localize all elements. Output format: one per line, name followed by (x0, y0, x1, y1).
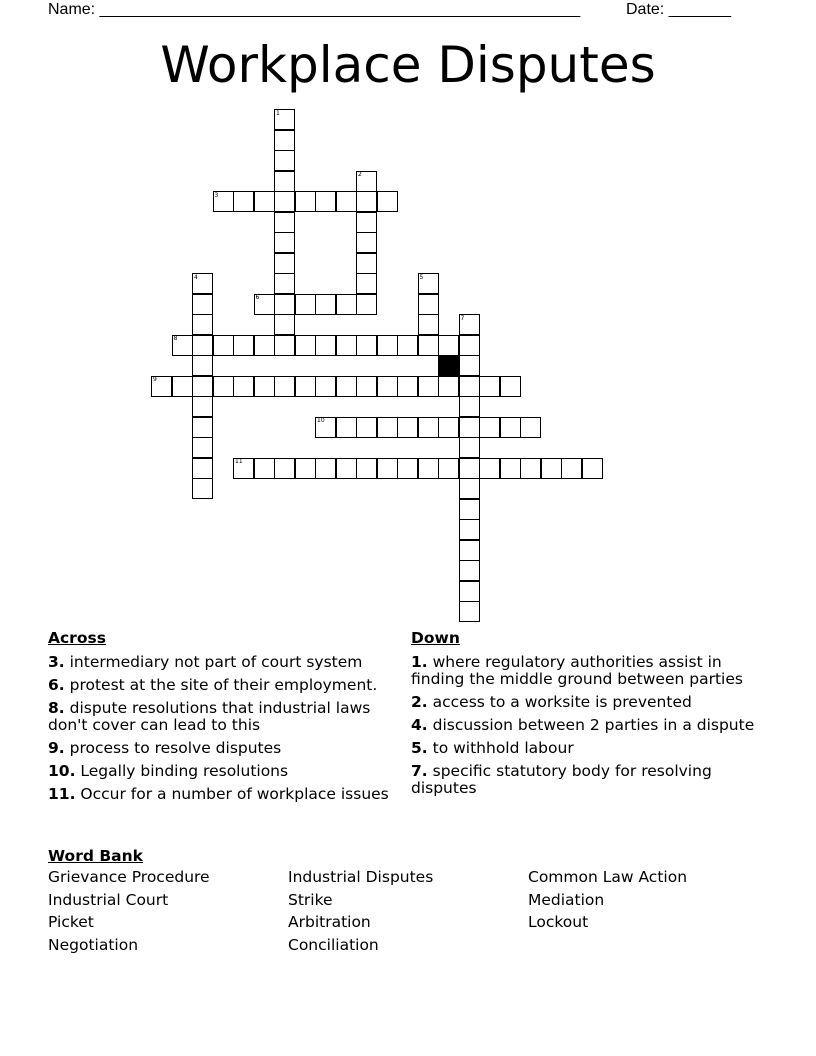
grid-cell[interactable] (233, 335, 254, 356)
grid-cell[interactable] (274, 212, 295, 233)
grid-cell[interactable] (192, 396, 213, 417)
grid-cell[interactable] (520, 458, 541, 479)
grid-cell[interactable] (459, 560, 480, 581)
grid-cell[interactable] (295, 294, 316, 315)
grid-cell[interactable] (459, 396, 480, 417)
down-heading: Down (411, 629, 460, 647)
clue-number: 7. (411, 762, 428, 780)
grid-cell[interactable] (377, 417, 398, 438)
word-bank-item: Negotiation (48, 935, 139, 954)
down-clues (411, 628, 766, 803)
clue-number-label: 9 (153, 376, 157, 383)
clue-text: protest at the site of their employment. (69, 676, 378, 694)
grid-cell[interactable] (356, 417, 377, 438)
grid-cell[interactable] (479, 376, 500, 397)
grid-cell[interactable] (438, 376, 459, 397)
grid-cell[interactable] (438, 417, 459, 438)
grid-cell[interactable] (254, 376, 275, 397)
grid-cell[interactable] (500, 376, 521, 397)
clue-number-label: 7 (460, 314, 465, 322)
grid-cell[interactable] (397, 458, 418, 479)
grid-cell[interactable] (418, 294, 439, 315)
word-bank-item: Picket (48, 913, 94, 932)
grid-cell[interactable] (336, 376, 357, 397)
grid-cell[interactable] (254, 191, 275, 212)
word-bank-item: Mediation (528, 890, 605, 909)
grid-cell[interactable] (438, 458, 459, 479)
grid-cell[interactable] (459, 601, 480, 622)
grid-cell[interactable] (356, 232, 377, 253)
clue-number: 10. (48, 762, 76, 780)
grid-cell[interactable] (459, 581, 480, 602)
grid-cell[interactable] (397, 376, 418, 397)
across-clues (48, 628, 403, 809)
clue-number: 6. (48, 676, 65, 694)
across-clue (48, 700, 403, 734)
grid-cell[interactable] (192, 335, 213, 356)
grid-cell[interactable] (377, 376, 398, 397)
grid-cell[interactable] (377, 191, 398, 212)
grid-cell[interactable] (192, 458, 213, 479)
clue-text: dispute resolutions that industrial laws don't cover can lead to this (48, 699, 371, 734)
date-field-label: Date: _______ (626, 1, 731, 18)
grid-cell[interactable] (274, 150, 295, 171)
clue-number-label: 6 (255, 294, 260, 301)
grid-cell[interactable] (274, 273, 295, 294)
grid-cell[interactable] (459, 458, 480, 479)
grid-cell[interactable] (315, 376, 336, 397)
grid-cell[interactable] (192, 355, 213, 376)
grid-cell[interactable] (582, 458, 603, 479)
black-cell (438, 355, 459, 376)
word-bank-item: Industrial Disputes (288, 868, 434, 886)
grid-cell[interactable] (336, 417, 357, 438)
grid-cell[interactable] (274, 130, 295, 151)
across-clue (48, 677, 403, 694)
grid-cell[interactable] (418, 417, 439, 438)
grid-cell[interactable] (336, 458, 357, 479)
word-bank-item: Industrial Court (48, 890, 169, 909)
clue-text: discussion between 2 parties in a dispute (432, 716, 755, 734)
clue-number: 9. (48, 739, 65, 757)
word-bank-item: Lockout (528, 913, 589, 932)
grid-cell[interactable] (459, 478, 480, 499)
grid-cell[interactable] (438, 335, 459, 356)
clue-number-label: 10 (317, 417, 325, 424)
clue-number-label: 2 (358, 171, 362, 178)
grid-cell[interactable] (315, 335, 336, 356)
grid-cell[interactable] (295, 335, 316, 356)
down-clue (411, 740, 766, 757)
grid-cell[interactable] (356, 273, 377, 294)
grid-cell[interactable] (459, 417, 480, 438)
word-bank-item: Common Law Action (528, 868, 688, 886)
grid-cell[interactable] (172, 376, 193, 397)
grid-cell[interactable] (459, 519, 480, 540)
down-clue (411, 694, 766, 711)
grid-cell[interactable] (397, 335, 418, 356)
word-bank-item: Strike (288, 890, 333, 909)
grid-cell[interactable] (274, 253, 295, 274)
word-bank-heading: Word Bank (48, 847, 143, 865)
grid-cell[interactable] (541, 458, 562, 479)
across-clue (48, 740, 403, 757)
clue-number-label: 3 (214, 191, 219, 199)
clue-number: 8. (48, 699, 65, 717)
clue-number-label: 1 (276, 109, 280, 117)
grid-cell[interactable] (274, 191, 295, 212)
grid-cell[interactable] (192, 294, 213, 315)
down-clue (411, 654, 766, 688)
clue-number: 3. (48, 653, 65, 671)
grid-cell[interactable] (336, 294, 357, 315)
grid-cell[interactable] (274, 314, 295, 335)
grid-cell[interactable] (336, 191, 357, 212)
grid-cell[interactable] (356, 253, 377, 274)
grid-cell[interactable] (274, 171, 295, 192)
clue-text: Legally binding resolutions (80, 762, 289, 780)
clue-number-label: 4 (194, 273, 198, 281)
grid-cell[interactable] (274, 335, 295, 356)
clue-text: process to resolve disputes (69, 739, 282, 757)
grid-cell[interactable] (192, 478, 213, 499)
grid-cell[interactable] (213, 376, 234, 397)
across-clue (48, 786, 403, 803)
grid-cell[interactable] (274, 376, 295, 397)
grid-cell[interactable] (479, 458, 500, 479)
clue-text: access to a worksite is prevented (432, 693, 692, 711)
grid-cell[interactable] (459, 499, 480, 520)
word-bank (48, 846, 768, 956)
grid-cell[interactable] (233, 376, 254, 397)
grid-cell[interactable] (377, 335, 398, 356)
grid-cell[interactable] (500, 458, 521, 479)
clue-number-label: 5 (419, 273, 424, 281)
grid-cell[interactable] (377, 458, 398, 479)
across-clue (48, 763, 403, 780)
grid-cell[interactable] (192, 314, 213, 335)
grid-cell[interactable] (254, 335, 275, 356)
grid-cell[interactable] (459, 376, 480, 397)
grid-cell[interactable] (479, 417, 500, 438)
grid-cell[interactable] (274, 458, 295, 479)
down-clue (411, 717, 766, 734)
grid-cell[interactable] (315, 294, 336, 315)
grid-cell[interactable] (500, 417, 521, 438)
grid-cell[interactable] (356, 294, 377, 315)
grid-cell[interactable] (233, 191, 254, 212)
grid-cell[interactable] (274, 232, 295, 253)
down-clue (411, 763, 766, 797)
name-field-label: Name: ______________________________________________________ (48, 1, 581, 18)
grid-cell[interactable] (459, 335, 480, 356)
word-bank-item: Arbitration (288, 913, 371, 932)
grid-cell[interactable] (254, 458, 275, 479)
grid-cell[interactable] (561, 458, 582, 479)
grid-cell[interactable] (213, 335, 234, 356)
clue-number-label: 8 (173, 335, 178, 342)
clue-text: Occur for a number of workplace issues (80, 785, 389, 803)
grid-cell[interactable] (295, 458, 316, 479)
grid-cell[interactable] (418, 314, 439, 335)
grid-cell[interactable] (274, 294, 295, 315)
clue-number: 5. (411, 739, 428, 757)
clue-number: 2. (411, 693, 428, 711)
word-bank-item: Grievance Procedure (48, 868, 210, 886)
grid-cell[interactable] (356, 376, 377, 397)
across-heading: Across (48, 629, 106, 647)
grid-cell[interactable] (356, 212, 377, 233)
grid-cell[interactable] (295, 191, 316, 212)
word-bank-item: Conciliation (288, 935, 379, 954)
grid-cell[interactable] (336, 335, 357, 356)
across-clue (48, 654, 403, 671)
grid-cell[interactable] (295, 376, 316, 397)
grid-cell[interactable] (356, 191, 377, 212)
grid-cell[interactable] (192, 417, 213, 438)
grid-cell[interactable] (418, 335, 439, 356)
grid-cell[interactable] (418, 376, 439, 397)
grid-cell[interactable] (520, 417, 541, 438)
clue-text: intermediary not part of court system (69, 653, 363, 671)
clue-text: where regulatory authorities assist in finding the middle ground between parties (411, 653, 743, 688)
page-title: Workplace Disputes (160, 36, 656, 94)
grid-cell[interactable] (418, 458, 439, 479)
grid-cell[interactable] (397, 417, 418, 438)
clue-number: 11. (48, 785, 76, 803)
clue-number: 1. (411, 653, 428, 671)
clue-text: specific statutory body for resolving disputes (411, 762, 712, 797)
grid-cell[interactable] (356, 335, 377, 356)
grid-cell[interactable] (459, 437, 480, 458)
grid-cell[interactable] (459, 540, 480, 561)
clue-number: 4. (411, 716, 428, 734)
grid-cell[interactable] (315, 458, 336, 479)
grid-cell[interactable] (315, 191, 336, 212)
clue-number-label: 11 (235, 458, 243, 465)
grid-cell[interactable] (459, 355, 480, 376)
clue-text: to withhold labour (432, 739, 574, 757)
grid-cell[interactable] (192, 437, 213, 458)
grid-cell[interactable] (192, 376, 213, 397)
grid-cell[interactable] (356, 458, 377, 479)
